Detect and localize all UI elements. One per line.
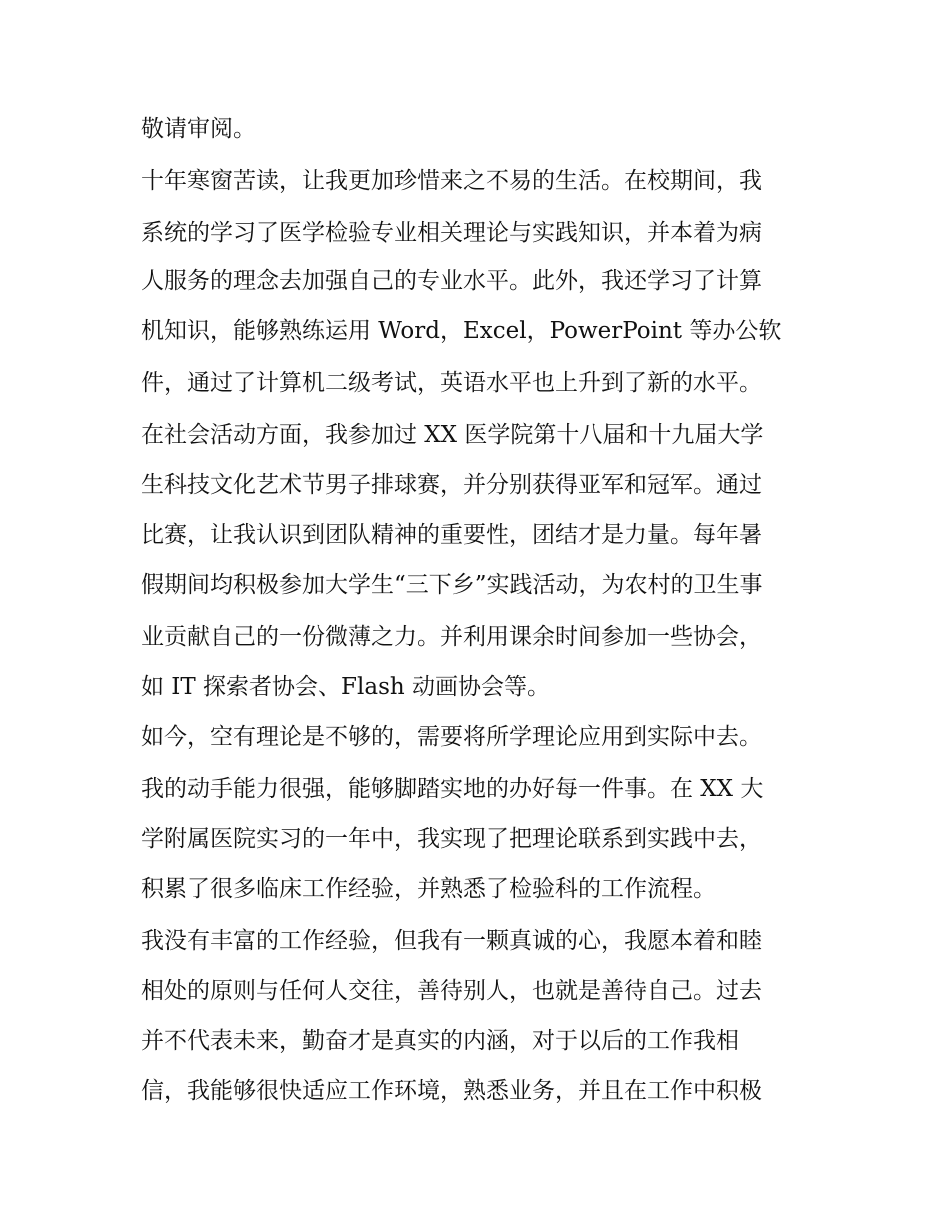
text-line: 假期间均积极参加大学生“三下乡”实践活动，为农村的卫生事 bbox=[141, 572, 763, 598]
text-line: 我的动手能力很强，能够脚踏实地的办好每一件事。在 XX 大 bbox=[141, 776, 764, 802]
text-line: 如今，空有理论是不够的，需要将所学理论应用到实际中去。 bbox=[141, 724, 762, 750]
text-line: 机知识，能够熟练运用 Word，Excel，PowerPoint 等办公软 bbox=[141, 318, 782, 344]
text-line: 十年寒窗苦读，让我更加珍惜来之不易的生活。在校期间，我 bbox=[141, 168, 762, 194]
text-line: 如 IT 探索者协会、Flash 动画协会等。 bbox=[141, 674, 551, 700]
text-line: 在社会活动方面，我参加过 XX 医学院第十八届和十九届大学 bbox=[141, 422, 764, 448]
text-line: 敬请审阅。 bbox=[141, 116, 256, 142]
text-line: 系统的学习了医学检验专业相关理论与实践知识，并本着为病 bbox=[141, 220, 762, 246]
text-line: 信，我能够很快适应工作环境，熟悉业务，并且在工作中积极 bbox=[141, 1078, 762, 1104]
text-line: 件，通过了计算机二级考试，英语水平也上升到了新的水平。 bbox=[141, 370, 762, 396]
text-line: 我没有丰富的工作经验，但我有一颗真诚的心，我愿本着和睦 bbox=[141, 928, 762, 954]
text-line: 人服务的理念去加强自己的专业水平。此外，我还学习了计算 bbox=[141, 268, 762, 294]
text-line: 学附属医院实习的一年中，我实现了把理论联系到实践中去， bbox=[141, 826, 762, 852]
text-line: 比赛，让我认识到团队精神的重要性，团结才是力量。每年暑 bbox=[141, 522, 762, 548]
text-line: 积累了很多临床工作经验，并熟悉了检验科的工作流程。 bbox=[141, 876, 716, 902]
text-line: 生科技文化艺术节男子排球赛，并分别获得亚军和冠军。通过 bbox=[141, 472, 762, 498]
text-line: 业贡献自己的一份微薄之力。并利用课余时间参加一些协会， bbox=[141, 624, 762, 650]
text-line: 并不代表未来，勤奋才是真实的内涵，对于以后的工作我相 bbox=[141, 1028, 739, 1054]
text-line: 相处的原则与任何人交往，善待别人，也就是善待自己。过去 bbox=[141, 978, 762, 1004]
